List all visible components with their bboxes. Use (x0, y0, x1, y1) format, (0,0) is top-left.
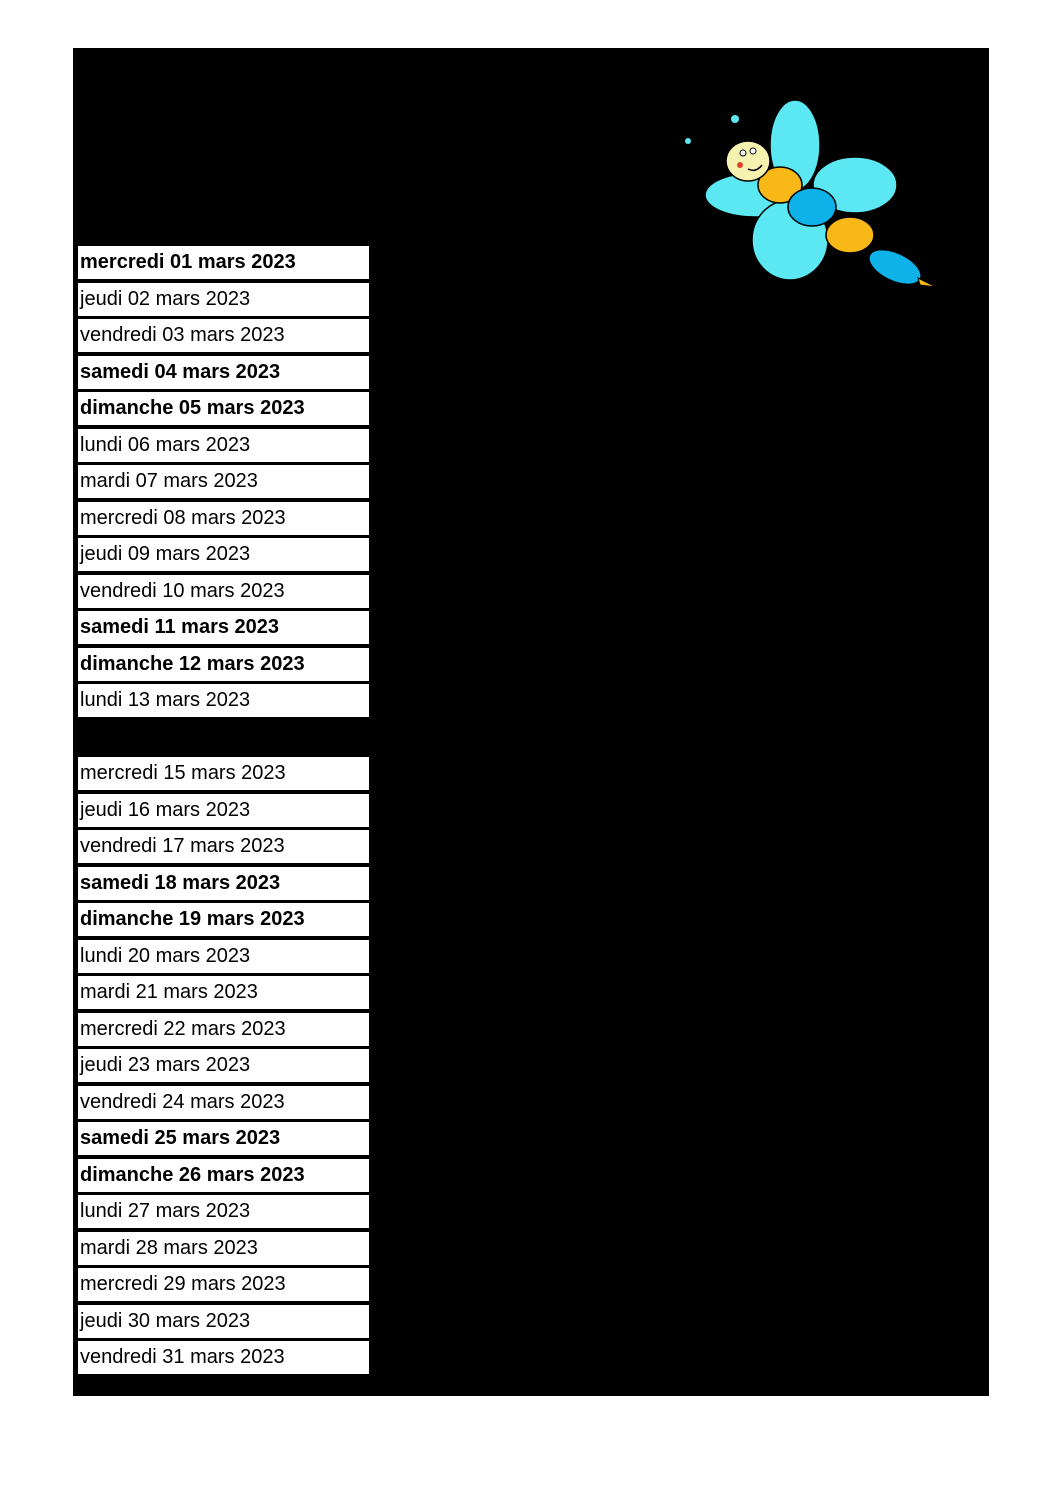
calendar-row: mercredi 15 mars 2023 (78, 757, 369, 790)
calendar-row: samedi 11 mars 2023 (78, 611, 369, 644)
calendar-row: jeudi 30 mars 2023 (78, 1305, 369, 1338)
calendar-row: jeudi 16 mars 2023 (78, 794, 369, 827)
calendar-row: mercredi 01 mars 2023 (78, 246, 369, 279)
calendar-row: lundi 06 mars 2023 (78, 429, 369, 462)
calendar-row: jeudi 23 mars 2023 (78, 1049, 369, 1082)
calendar-row: vendredi 10 mars 2023 (78, 575, 369, 608)
calendar-row: vendredi 03 mars 2023 (78, 319, 369, 352)
calendar-row: dimanche 19 mars 2023 (78, 903, 369, 936)
calendar-row: lundi 13 mars 2023 (78, 684, 369, 717)
calendar-row: samedi 25 mars 2023 (78, 1122, 369, 1155)
calendar-row: dimanche 12 mars 2023 (78, 648, 369, 681)
calendar-row: jeudi 02 mars 2023 (78, 283, 369, 316)
calendar-row: dimanche 05 mars 2023 (78, 392, 369, 425)
calendar-row: samedi 04 mars 2023 (78, 356, 369, 389)
calendar-row: vendredi 17 mars 2023 (78, 830, 369, 863)
calendar-row: mercredi 29 mars 2023 (78, 1268, 369, 1301)
logo-caption: Les Libellules (740, 294, 867, 315)
calendar-row: samedi 18 mars 2023 (78, 867, 369, 900)
calendar-row: lundi 27 mars 2023 (78, 1195, 369, 1228)
calendar-row: mercredi 08 mars 2023 (78, 502, 369, 535)
calendar-row: vendredi 24 mars 2023 (78, 1086, 369, 1119)
calendar-row: dimanche 26 mars 2023 (78, 1159, 369, 1192)
calendar-row: vendredi 31 mars 2023 (78, 1341, 369, 1374)
calendar-row: lundi 20 mars 2023 (78, 940, 369, 973)
calendar-row: mardi 28 mars 2023 (78, 1232, 369, 1265)
calendar-row: mercredi 22 mars 2023 (78, 1013, 369, 1046)
calendar-row: jeudi 09 mars 2023 (78, 538, 369, 571)
calendar-row: mardi 07 mars 2023 (78, 465, 369, 498)
calendar-row: mardi 21 mars 2023 (78, 976, 369, 1009)
